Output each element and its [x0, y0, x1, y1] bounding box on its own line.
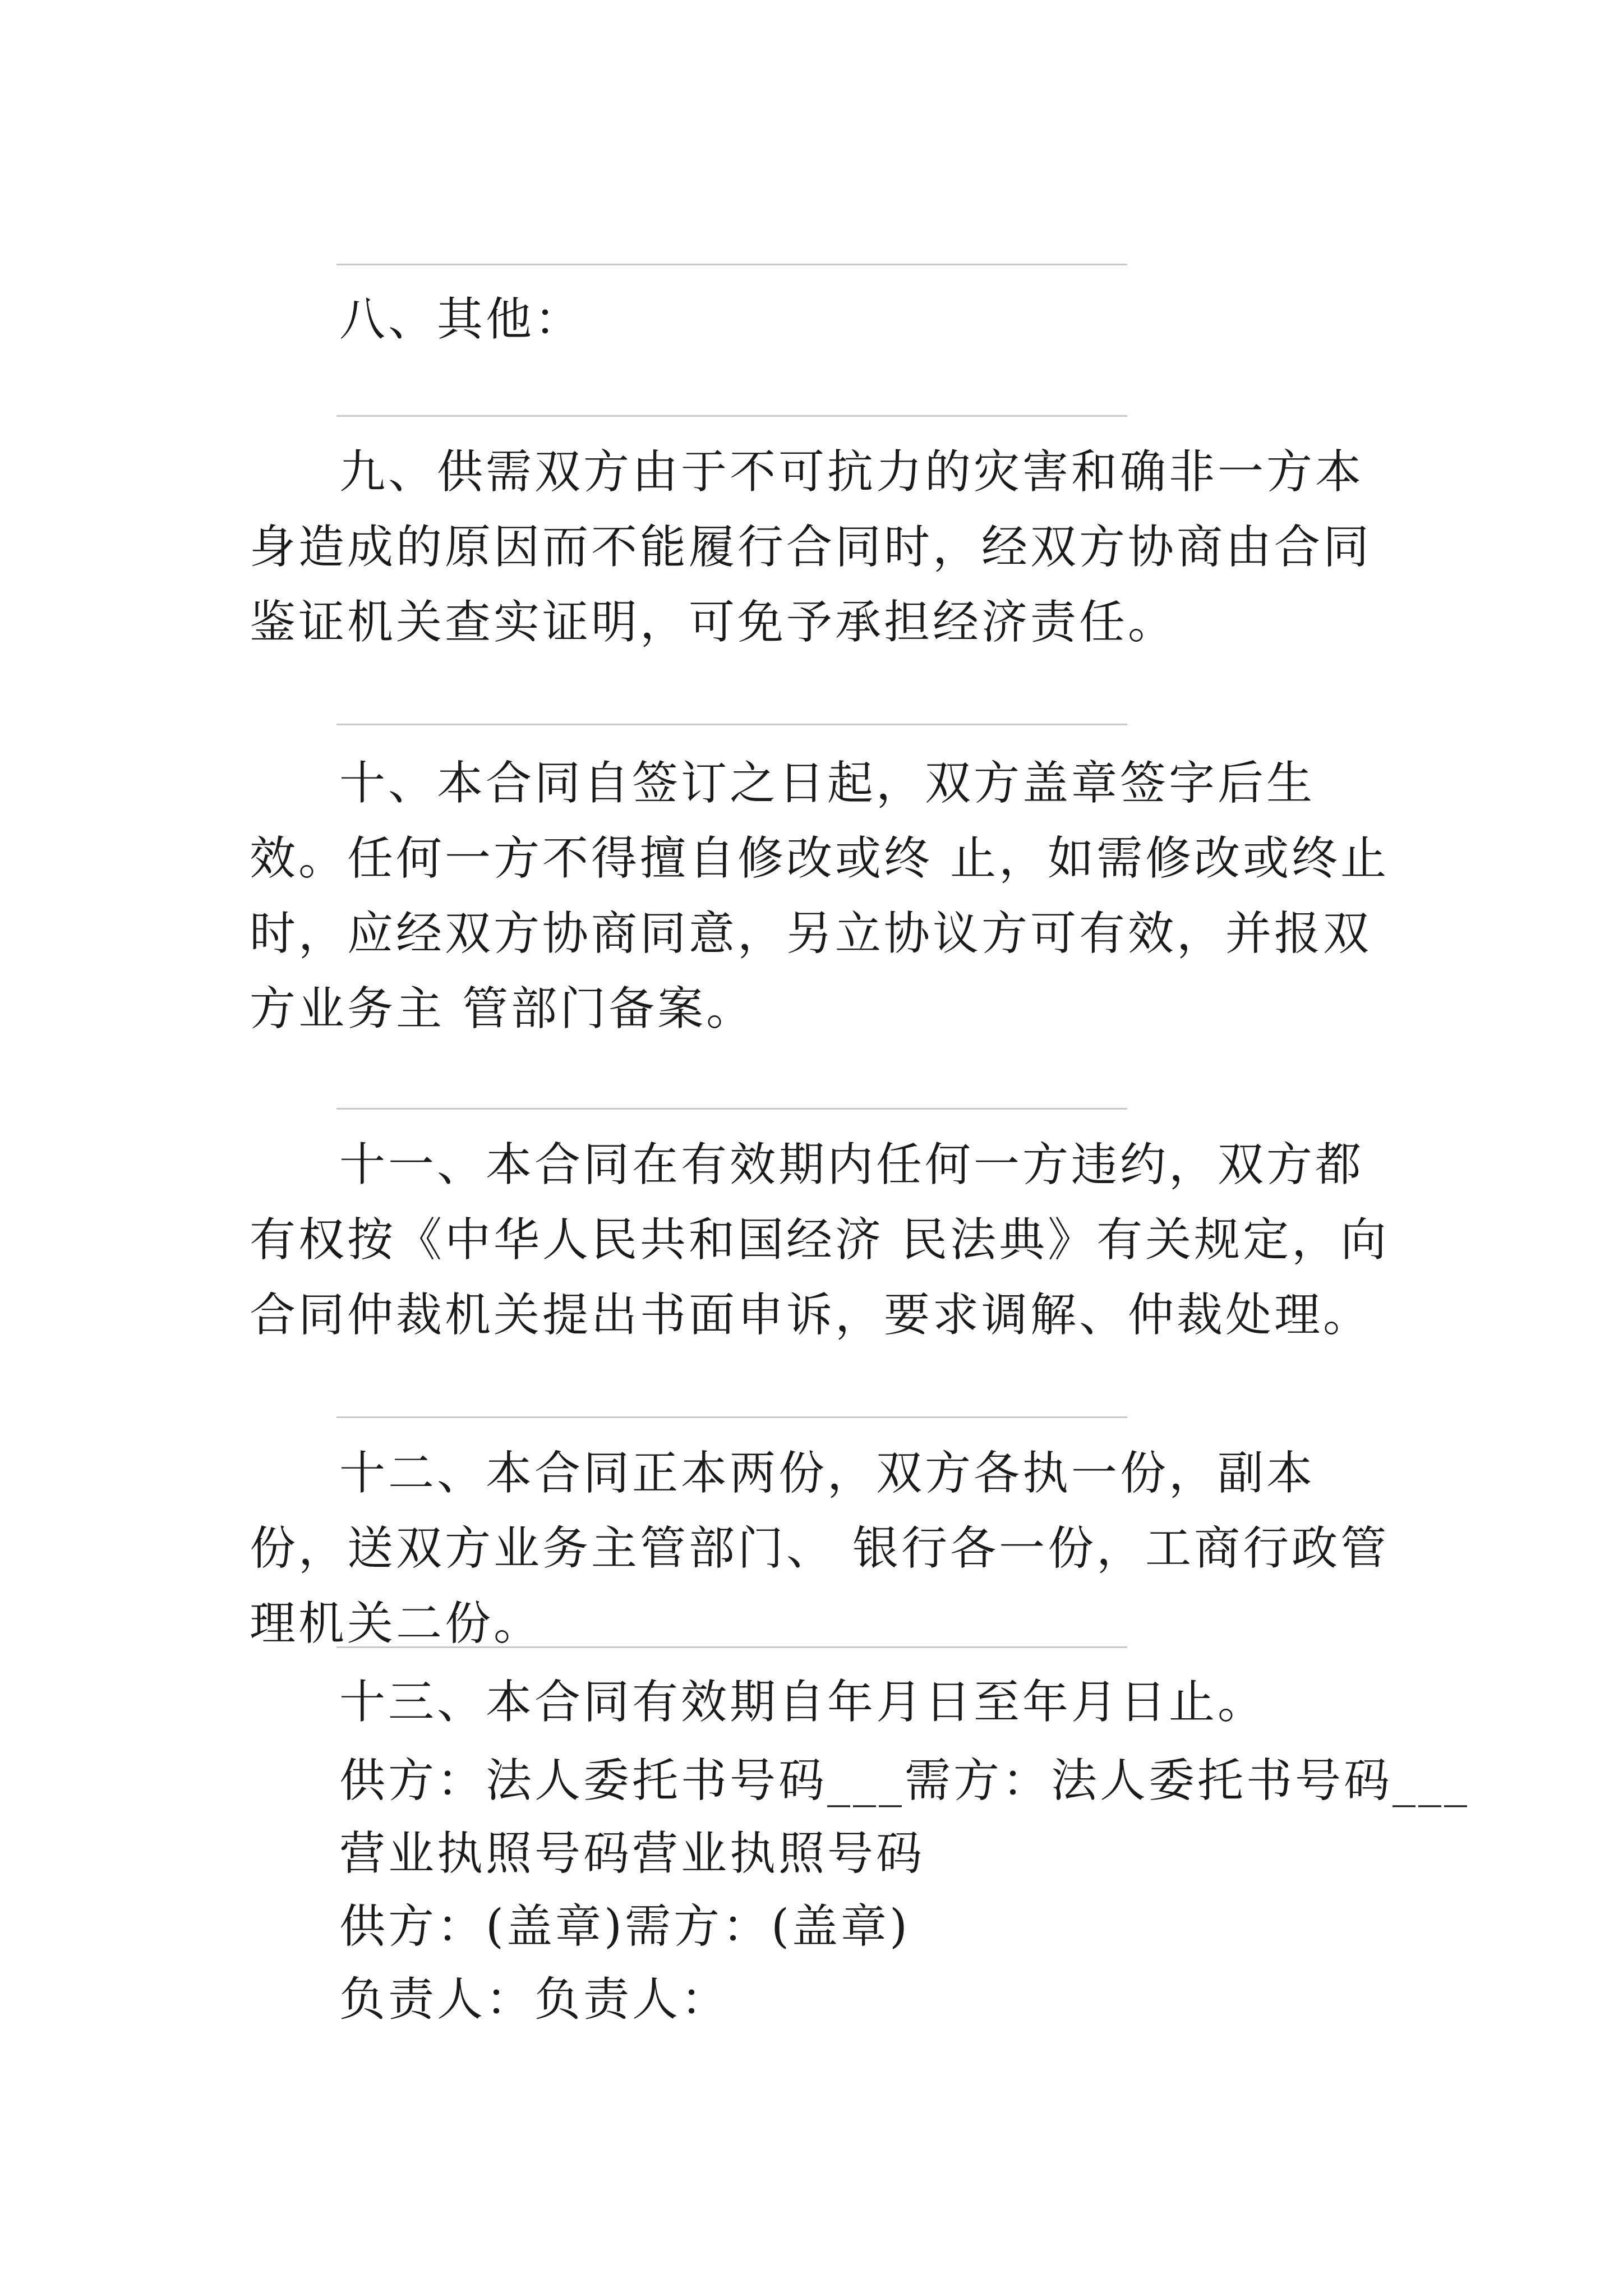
divider-line [336, 1108, 1127, 1110]
signature-line-responsible-person: 负责人：负责人： [339, 1973, 730, 2026]
clause-11-paragraph: 十一、本合同在有效期内任何一方违约，双方都有权按《中华人民共和国经济 民法典》有关规定，向合同仲裁机关提出书面申诉，要求调解、仲裁处理。 [250, 1138, 1390, 1342]
clause-10-paragraph: 十、本合同自签订之日起，双方盖章签字后生效。任何一方不得擅自修改或终 止，如需修改或终止时，应经双方协商同意，另立协议方可有效，并报双方业务主 管部门备案。 [250, 757, 1390, 1036]
signature-line-business-license: 营业执照号码营业执照号码 [339, 1827, 925, 1880]
signature-line-seal: 供方：(盖章)需方：(盖章) [339, 1900, 910, 1953]
divider-line [336, 264, 1127, 265]
clause-8-heading: 八、其他： [339, 293, 584, 346]
divider-line [336, 415, 1127, 417]
divider-line [336, 1646, 1127, 1648]
clause-12-paragraph: 十二、本合同正本两份，双方各执一份，副本份，送双方业务主管部门、 银行各一份，工商行政管理机关二份。 [250, 1447, 1390, 1650]
divider-line [336, 724, 1127, 725]
clause-13-paragraph: 十三、本合同有效期自年月日至年月日止。 [339, 1676, 1267, 1729]
divider-line [336, 1416, 1127, 1418]
clause-9-paragraph: 九、供需双方由于不可抗力的灾害和确非一方本身造成的原因而不能履行合同时，经双方协商由合同鉴证机关查实证明，可免予承担经济责任。 [250, 445, 1372, 649]
signature-line-entrust-number: 供方：法人委托书号码___需方：法人委托书号码___ [339, 1754, 1470, 1807]
